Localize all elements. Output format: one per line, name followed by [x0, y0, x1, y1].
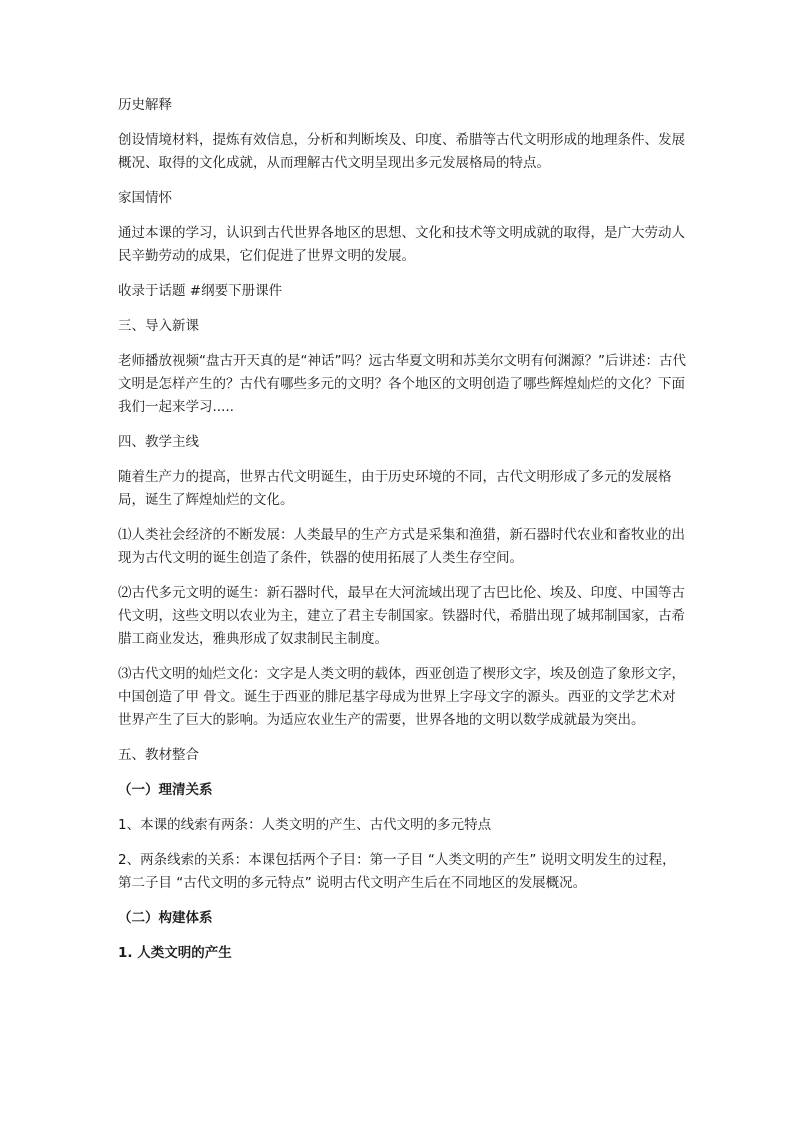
list-item-culture: ⑶古代文明的灿烂文化：文字是人类文明的载体，西亚创造了楔形文字，埃及创造了象形文字，中国创造了甲 骨文。诞生于西亚的腓尼基字母成为世界上字母文字的源头。西亚的文学艺术对世界产生了巨大的影响。为适应农业生产的需要，世界各地的文明以数学成就最为突出。	[118, 666, 685, 728]
paragraph-teaching-mainline: 随着生产力的提高，世界古代文明诞生，由于历史环境的不同，古代文明形成了多元的发展格局，诞生了辉煌灿烂的文化。	[118, 469, 672, 508]
topic-tag-line: 收录于话题 #纲要下册课件	[118, 283, 283, 299]
paragraph-introduction: 老师播放视频“盘古开天真的是“神话”吗？远古华夏文明和苏美尔文明有何渊源？”后讲述：古代文明是怎样产生的？古代有哪些多元的文明？各个地区的文明创造了哪些辉煌灿烂的文化？下面我们一起来学习.....	[118, 353, 686, 415]
paragraph-history-interpretation: 创设情境材料，提炼有效信息，分析和判断埃及、印度、希腊等古代文明形成的地理条件、发展概况、取得的文化成就，从而理解古代文明呈现出多元发展格局的特点。	[118, 132, 685, 171]
list-item-civilizations: ⑵古代多元文明的诞生：新石器时代，最早在大河流域出现了古巴比伦、埃及、印度、中国等古代文明，这些文明以农业为主，建立了君主专制国家。铁器时代，希腊出现了城邦制国家，古希腊工商业发达，雅典形成了奴隶制民主制度。	[118, 585, 685, 647]
subheading-clarify-relations: （一）理清关系	[118, 782, 213, 798]
paragraph-clue-relations: 2、两条线索的关系：本课包括两个子目：第一子目 “人类文明的产生” 说明文明发生的过程，第二子目 “古代文明的多元特点” 说明古代文明产生后在不同地区的发展概况。	[118, 852, 676, 891]
list-item-economy: ⑴人类社会经济的不断发展：人类最早的生产方式是采集和渔猎，新石器时代农业和畜牧业的出现为古代文明的诞生创造了条件，铁器的使用拓展了人类生存空间。	[118, 527, 685, 566]
heading-history-interpretation: 历史解释	[118, 97, 172, 113]
heading-patriotism: 家国情怀	[118, 190, 172, 206]
heading-teaching-mainline: 四、教学主线	[118, 434, 199, 450]
paragraph-clues: 1、本课的线索有两条：人类文明的产生、古代文明的多元特点	[118, 817, 492, 833]
paragraph-patriotism: 通过本课的学习，认识到古代世界各地区的思想、文化和技术等文明成就的取得，是广大劳动人民辛勤劳动的成果，它们促进了世界文明的发展。	[118, 225, 685, 264]
heading-textbook-integration: 五、教材整合	[118, 747, 199, 763]
subheading-build-system: （二）构建体系	[118, 910, 213, 926]
heading-introduction: 三、导入新课	[118, 318, 199, 334]
subheading-origin-of-civilization: 1. 人类文明的产生	[118, 945, 232, 961]
document-page	[118, 94, 688, 977]
